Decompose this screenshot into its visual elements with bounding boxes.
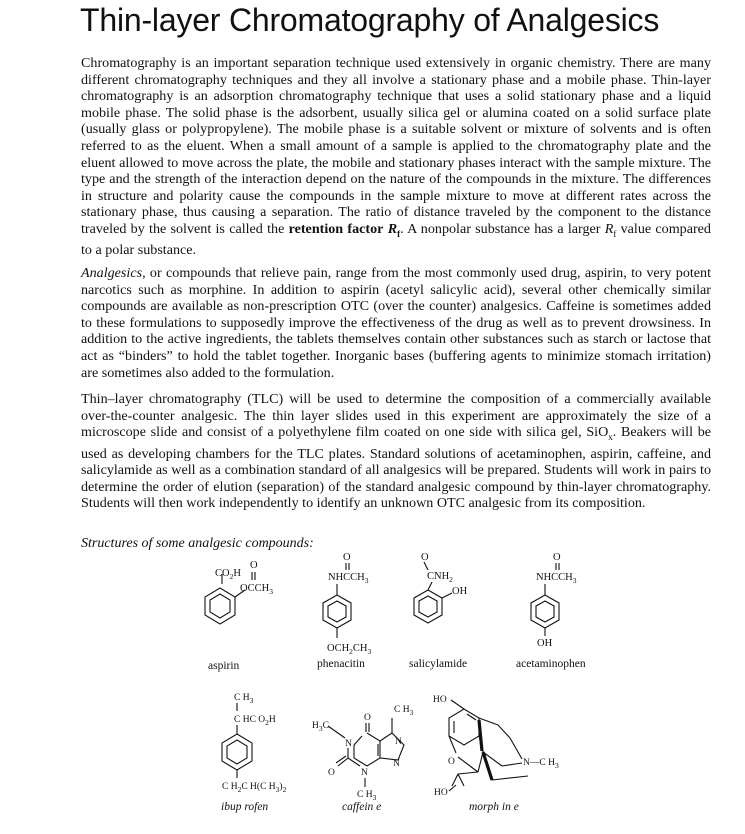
- aspirin-carbonyl-o: O: [250, 560, 258, 571]
- paragraph-analgesics: [81, 265, 711, 381]
- p1-text: Chromatography is an important separation technique used extensively in organic chemistry. There are many different chromatography techniques and they all involve a stationary phase and a mobile phase. Thin-layer chromatography is an adsorption chromatography technique that uses a solid stationary phase and a liquid mobile phase. The solid phase is the adsorbent, usually silica gel or alumina coated on a solid surface plate (usually glass or polypropylene). The mobile phase is a suitable solvent or mixture of solvents and is often referred to as the eluent. When a small amount of a sample is applied to the chromatography plate and the eluent allowed to move across the plate, the mobile and stationary phases interact with the sample mixture. The type and the strength of the interaction depend on the nature of the compounds in the mixture. The differences in structure and polarity cause the compounds in the sample mixture to move at different rates across the stationary phase, thus causing a separation. The ratio of distance traveled by the component to the distance traveled by the solvent is called the: [81, 55, 711, 237]
- caffeine-top-ch3: C $H_3$: [394, 705, 414, 717]
- caffeine-left-o: O: [328, 768, 335, 778]
- caffeine-n9: N: [393, 759, 400, 769]
- acetaminophen-carbonyl-o: O: [553, 552, 561, 563]
- caffeine-label: caffein e: [342, 801, 382, 813]
- phenacitin-structure: [317, 552, 372, 670]
- salicylamide-oh: OH: [452, 586, 468, 597]
- ibuprofen-label: ibup rofen: [221, 801, 269, 813]
- morphine-bottom-ho: HO: [434, 788, 448, 798]
- caffeine-structure: [312, 705, 414, 813]
- p3-text: Thin–layer chromatography (TLC) will be used to determine the composition of a commercially available over-the-counter analgesic. The thin layer slides used in this experiment are approximately the size of a microscope slide and consist of a polyethylene film coated on one side with silica gel, SiO: [81, 391, 711, 441]
- salicylamide-structure: [409, 552, 468, 670]
- paragraph-chromatography-intro: [81, 55, 711, 259]
- p1-text-end: value compared to a polar substance.: [81, 220, 711, 259]
- morphine-structure: [433, 695, 559, 813]
- phenacitin-ethoxy: $OCH_2CH_3$: [327, 643, 372, 656]
- analgesics-term: Analgesics: [81, 265, 143, 281]
- rf-symbol: R: [387, 220, 398, 237]
- salicylamide-carbonyl-o: O: [421, 552, 429, 563]
- aspirin-co2h: $CO_2H$: [215, 568, 241, 581]
- ibuprofen-structure: [221, 693, 287, 813]
- salicylamide-label: salicylamide: [409, 658, 468, 670]
- rf-subscript: f: [397, 228, 401, 239]
- morphine-label: morph in e: [469, 801, 519, 813]
- paragraph-tlc-procedure: [81, 391, 711, 512]
- caffeine-top-o: O: [364, 713, 371, 723]
- aspirin-label: aspirin: [208, 660, 240, 672]
- morphine-amine: N—C $H_3$: [523, 758, 559, 770]
- acetaminophen-oh: OH: [537, 638, 553, 649]
- phenacitin-amide: $NHCCH_3$: [328, 572, 369, 585]
- morphine-ether-o: O: [448, 757, 455, 767]
- structures-heading: Structures of some analgesic compounds:: [81, 536, 314, 551]
- page-title: Thin-layer Chromatography of Analgesics: [80, 2, 660, 38]
- ibuprofen-isobutyl: C $H_2C$ H(C $H_3)_2$: [222, 782, 287, 794]
- caffeine-n3: N: [361, 768, 368, 778]
- aspirin-acetyl: $OCCH_3$: [240, 583, 273, 596]
- caffeine-h3c: $H_3C$: [312, 721, 329, 733]
- p2-text: , or compounds that relieve pain, range from the most commonly used drug, aspirin, to very potent narcotics such as morphine. In addition to aspirin (acetyl salicylic acid), several other chemically similar compounds are available as non-prescription OTC (over the counter) analgesics. Caffeine is sometimes added to these formulations to supposedly improve the effectiveness of the drug as well as to prevent drowsiness. In addition to the active ingredients, the tablets themselves contain other substances such as starch or lactose that act as “binders” to hold the tablet together. Inorganic bases (buffering agents to minimize stomach irritation) are sometimes also added to the formulation.: [81, 265, 711, 381]
- aspirin-structure: [205, 560, 273, 672]
- rf-symbol-2: R: [604, 220, 614, 237]
- caffeine-n7: N: [395, 737, 402, 747]
- structures-figure: [0, 540, 745, 834]
- caffeine-n1: N: [345, 739, 352, 749]
- silica-subscript: x: [608, 432, 613, 442]
- retention-factor-term: retention factor: [288, 220, 384, 237]
- ibuprofen-chco2h: C HC $O_2H$: [234, 715, 276, 727]
- acetaminophen-label: acetaminophen: [516, 658, 586, 670]
- p1-text-mid: . A nonpolar substance has a larger: [400, 220, 605, 237]
- acetaminophen-structure: [516, 552, 586, 670]
- p3-text-end: . Beakers will be used as developing chambers for the TLC plates. Standard solutions of acetaminophen, aspirin, caffeine, and salicylamide as well as a combination standard of all analgesics will be prepared. Students will work in pairs to determine the order of elution (separation) of the standard analgesic compound by thin-layer chromatography. Students will then work independently to identify an unknown OTC analgesic from its composition.: [81, 424, 711, 512]
- phenacitin-label: phenacitin: [317, 658, 365, 670]
- acetaminophen-amide: $NHCCH_3$: [536, 572, 577, 585]
- rf-subscript-2: f: [613, 228, 617, 239]
- ibuprofen-ch3: C $H_3$: [234, 693, 254, 705]
- morphine-top-ho: HO: [433, 695, 447, 705]
- phenacitin-carbonyl-o: O: [343, 552, 351, 563]
- salicylamide-amide: $CNH_2$: [427, 571, 453, 584]
- caffeine-bottom-ch3: C $H_3$: [357, 790, 377, 802]
